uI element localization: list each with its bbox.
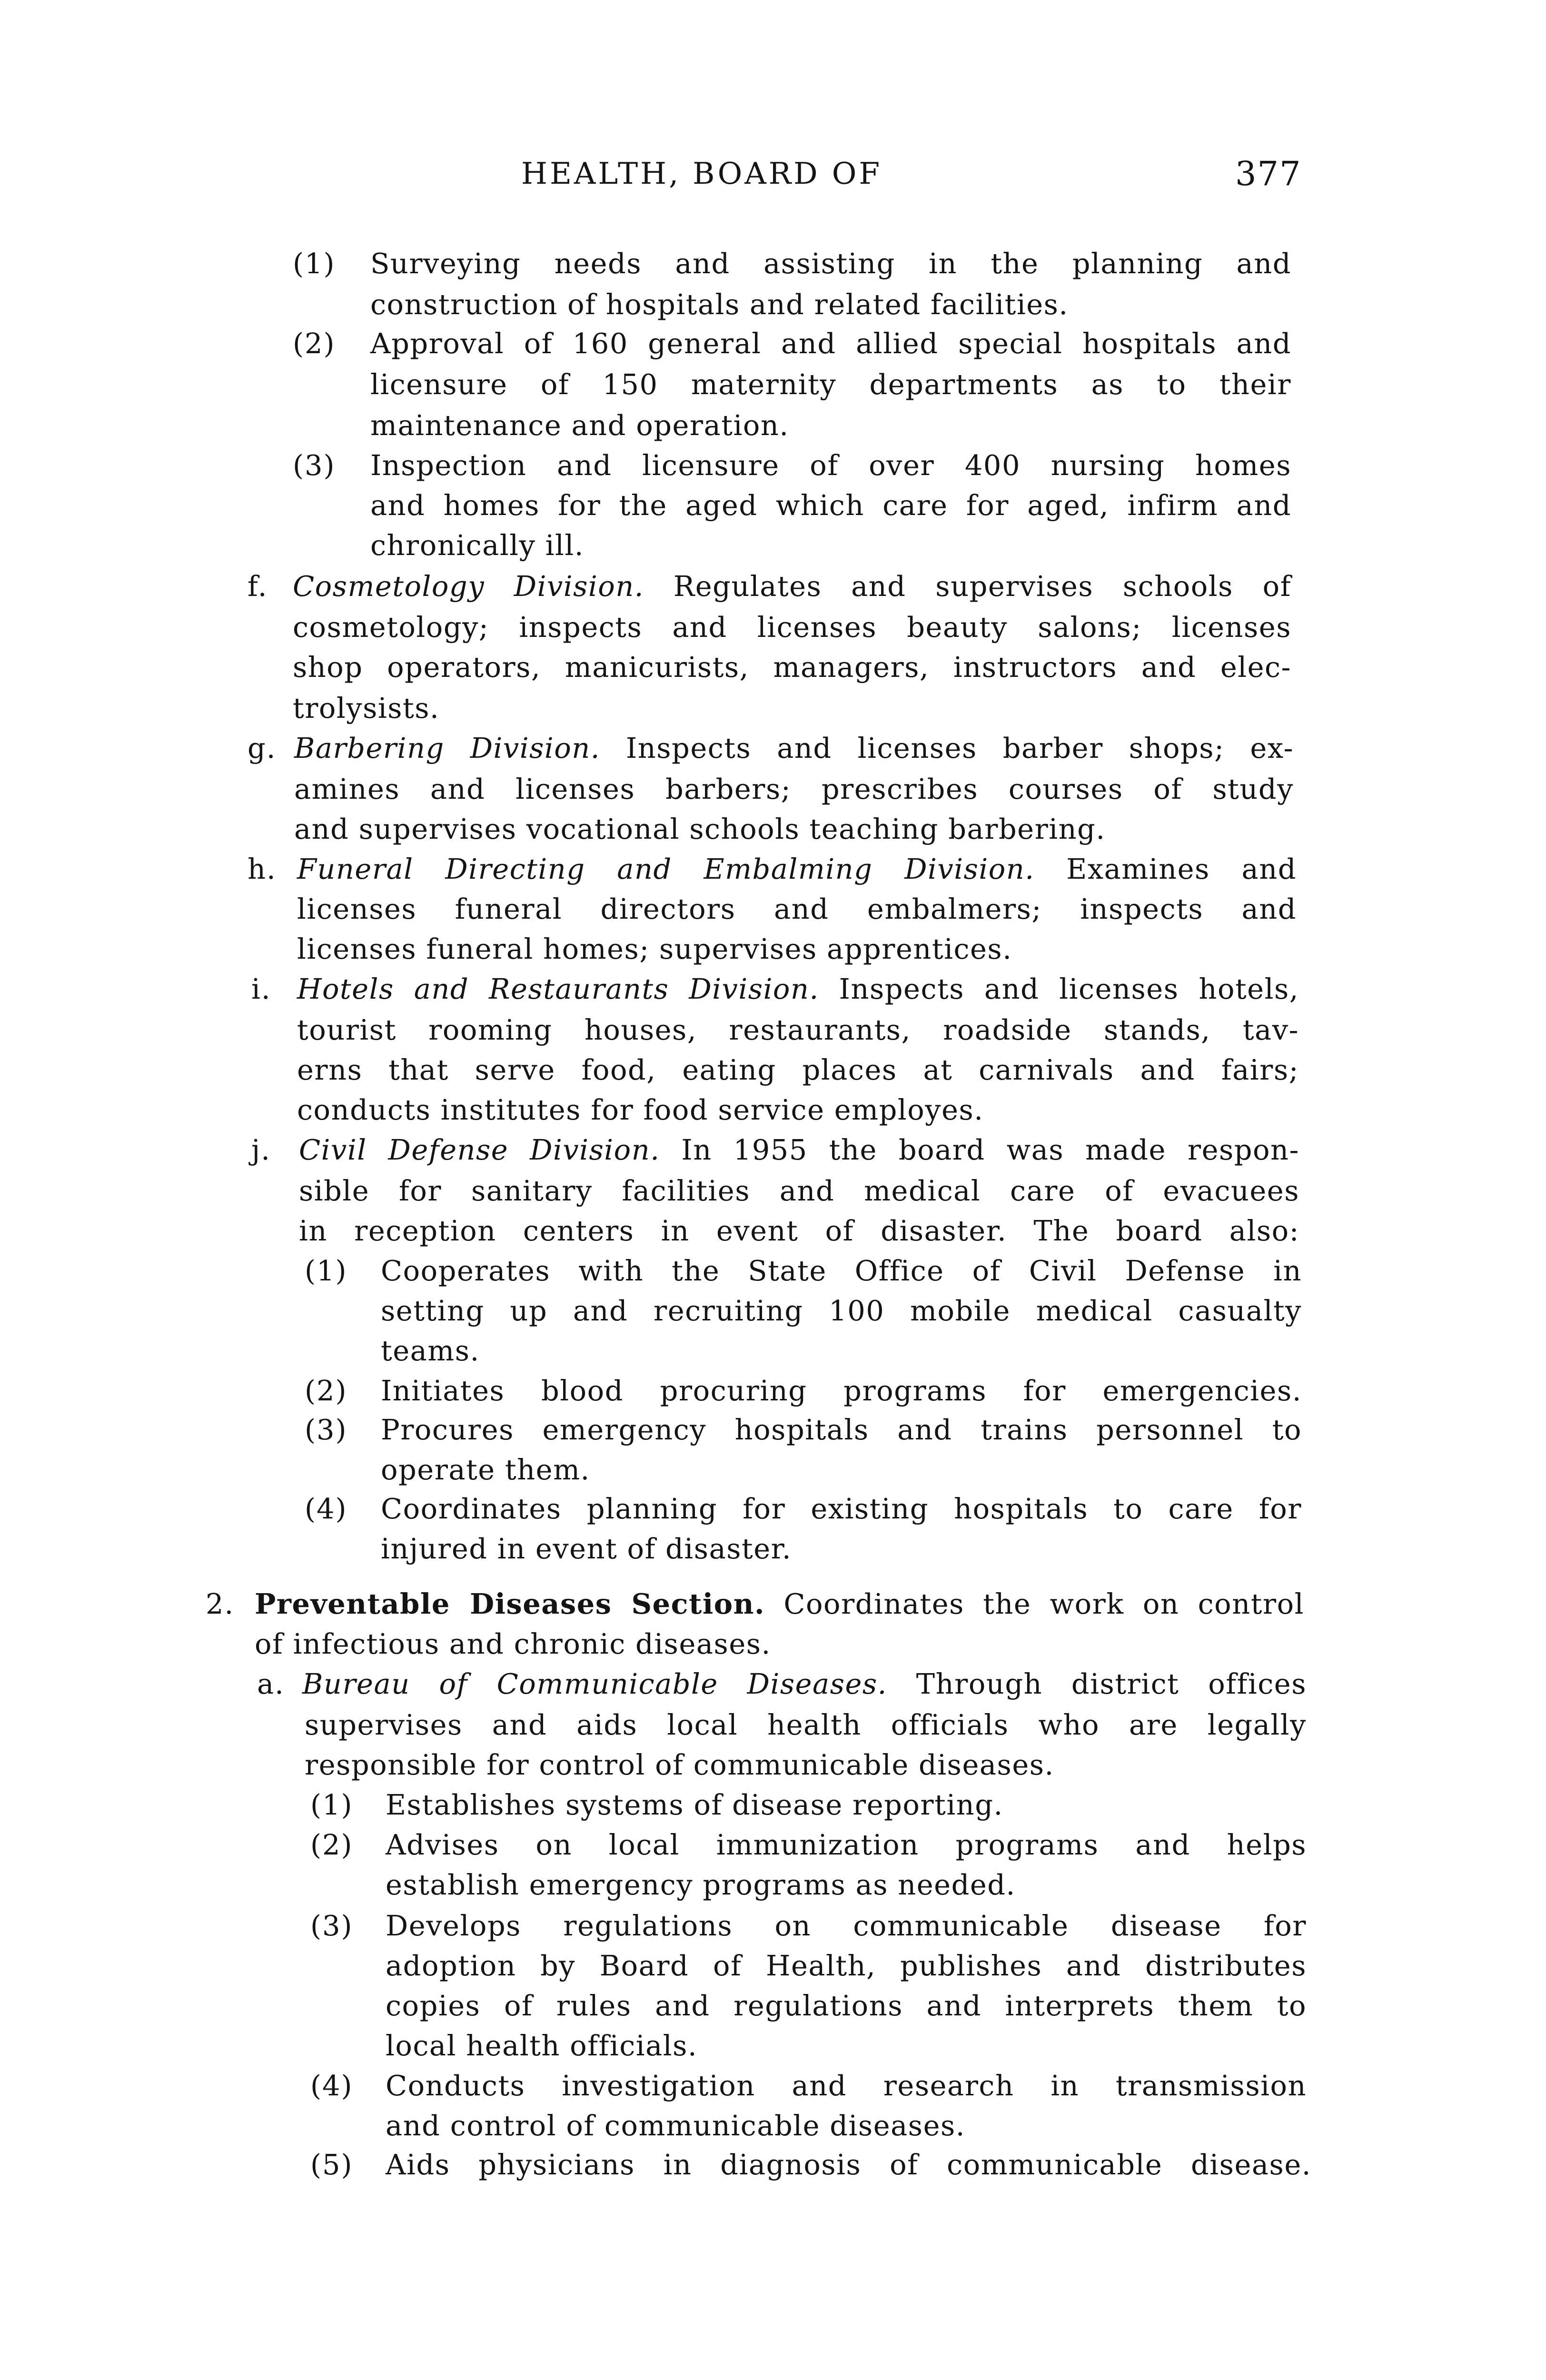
- list-item-line: and homes for the aged which care for aged, infirm and: [370, 489, 1291, 522]
- division-line: cosmetology; inspects and licenses beauty salons; licenses: [293, 611, 1291, 644]
- division-marker: g.: [248, 732, 277, 764]
- running-head: [0, 152, 1546, 195]
- bureau-first-line: [302, 1664, 1307, 1704]
- list-item-line: operate them.: [381, 1453, 590, 1486]
- division-line: conducts institutes for food service employes.: [297, 1093, 984, 1126]
- division-text: Regulates and supervises schools of: [644, 570, 1291, 603]
- list-item-line: Inspection and licensure of over 400 nursing homes: [370, 449, 1291, 482]
- list-item-line: construction of hospitals and related facilities.: [370, 288, 1069, 321]
- list-item-line: Coordinates planning for existing hospitals to care for: [381, 1492, 1302, 1525]
- list-marker: (4): [305, 1492, 347, 1525]
- list-item-line: setting up and recruiting 100 mobile medical casualty: [381, 1294, 1302, 1327]
- division-first-line: [297, 969, 1299, 1009]
- list-item-line: chronically ill.: [370, 529, 585, 562]
- list-marker: (3): [293, 449, 336, 482]
- division-first-line: [299, 1130, 1299, 1170]
- division-line: and supervises vocational schools teaching barbering.: [294, 813, 1106, 845]
- list-item-line: local health officials.: [386, 2029, 698, 2062]
- list-marker: (4): [310, 2069, 353, 2102]
- list-marker: (2): [293, 327, 336, 360]
- division-line: tourist rooming houses, restaurants, roadside stands, tav-: [297, 1013, 1299, 1046]
- list-item-line: Initiates blood procuring programs for emergencies.: [381, 1374, 1302, 1407]
- division-marker: j.: [251, 1133, 271, 1166]
- list-marker: (3): [305, 1413, 347, 1446]
- division-first-line: [293, 566, 1291, 606]
- division-text: Examines and: [1034, 853, 1297, 885]
- division-text: In 1955 the board was made respon-: [660, 1133, 1299, 1166]
- bureau-text: Through district offices: [887, 1667, 1307, 1700]
- division-line: licenses funeral directors and embalmers; inspects and: [297, 892, 1297, 925]
- list-marker: (5): [310, 2148, 353, 2181]
- list-item-line: Aids physicians in diagnosis of communicable disease.: [386, 2148, 1311, 2181]
- division-line: amines and licenses barbers; prescribes courses of study: [294, 773, 1294, 805]
- section-marker: 2.: [206, 1587, 235, 1620]
- list-item-line: adoption by Board of Health, publishes and distributes: [386, 1949, 1307, 1982]
- list-marker: (1): [293, 247, 336, 280]
- list-marker: (1): [310, 1788, 353, 1821]
- list-marker: (3): [310, 1909, 353, 1942]
- division-text: Inspects and licenses barber shops; ex-: [600, 732, 1294, 764]
- list-item-line: Procures emergency hospitals and trains personnel to: [381, 1413, 1302, 1446]
- division-line: trolysists.: [293, 692, 440, 724]
- section-line: of infectious and chronic diseases.: [255, 1627, 771, 1660]
- list-marker: (2): [310, 1828, 353, 1861]
- bureau-line: supervises and aids local health officials who are legally: [305, 1708, 1307, 1741]
- bureau-line: responsible for control of communicable diseases.: [305, 1748, 1054, 1781]
- division-line: erns that serve food, eating places at carnivals and fairs;: [297, 1053, 1299, 1086]
- list-item-line: Advises on local immunization programs and helps: [386, 1828, 1307, 1861]
- bureau-heading: Bureau of Communicable Diseases.: [302, 1667, 887, 1700]
- division-line: licenses funeral homes; supervises apprentices.: [297, 932, 1012, 965]
- list-item-line: Cooperates with the State Office of Civil Defense in: [381, 1254, 1302, 1287]
- division-text: Inspects and licenses hotels,: [819, 972, 1299, 1005]
- section-heading: Preventable Diseases Section.: [255, 1587, 765, 1620]
- division-marker: h.: [248, 853, 277, 885]
- division-line: shop operators, manicurists, managers, instructors and elec-: [293, 651, 1291, 684]
- list-item-line: Conducts investigation and research in transmission: [386, 2069, 1307, 2102]
- bureau-marker: a.: [257, 1667, 285, 1700]
- list-item-line: Approval of 160 general and allied special hospitals and: [370, 327, 1291, 360]
- division-line: in reception centers in event of disaster. The board also:: [299, 1214, 1299, 1247]
- list-item-line: maintenance and operation.: [370, 409, 789, 442]
- list-item-line: licensure of 150 maternity departments as to their: [370, 368, 1291, 401]
- running-title: HEALTH, BOARD OF: [521, 156, 882, 191]
- division-first-line: [294, 728, 1294, 768]
- division-first-line: [297, 849, 1297, 889]
- section-text: Coordinates the work on control: [765, 1587, 1304, 1620]
- list-item-line: teams.: [381, 1334, 480, 1367]
- division-line: sible for sanitary facilities and medical care of evacuees: [299, 1174, 1299, 1207]
- list-item-line: injured in event of disaster.: [381, 1532, 792, 1565]
- list-item-line: establish emergency programs as needed.: [386, 1868, 1016, 1901]
- list-item-line: Surveying needs and assisting in the planning and: [370, 247, 1291, 280]
- page-number: 377: [1235, 154, 1302, 193]
- list-marker: (1): [305, 1254, 347, 1287]
- division-heading: Hotels and Restaurants Division.: [297, 972, 819, 1005]
- division-heading: Cosmetology Division.: [293, 570, 644, 603]
- division-heading: Funeral Directing and Embalming Division.: [297, 853, 1035, 885]
- division-heading: Barbering Division.: [294, 732, 601, 764]
- list-item-line: copies of rules and regulations and interprets them to: [386, 1989, 1307, 2022]
- list-item-line: Develops regulations on communicable disease for: [386, 1909, 1307, 1942]
- list-item-line: and control of communicable diseases.: [386, 2109, 966, 2142]
- division-marker: i.: [251, 972, 271, 1005]
- list-marker: (2): [305, 1374, 347, 1407]
- division-marker: f.: [248, 570, 268, 603]
- section-first-line: [255, 1584, 1304, 1624]
- list-item-line: Establishes systems of disease reporting.: [386, 1788, 1003, 1821]
- division-heading: Civil Defense Division.: [299, 1133, 660, 1166]
